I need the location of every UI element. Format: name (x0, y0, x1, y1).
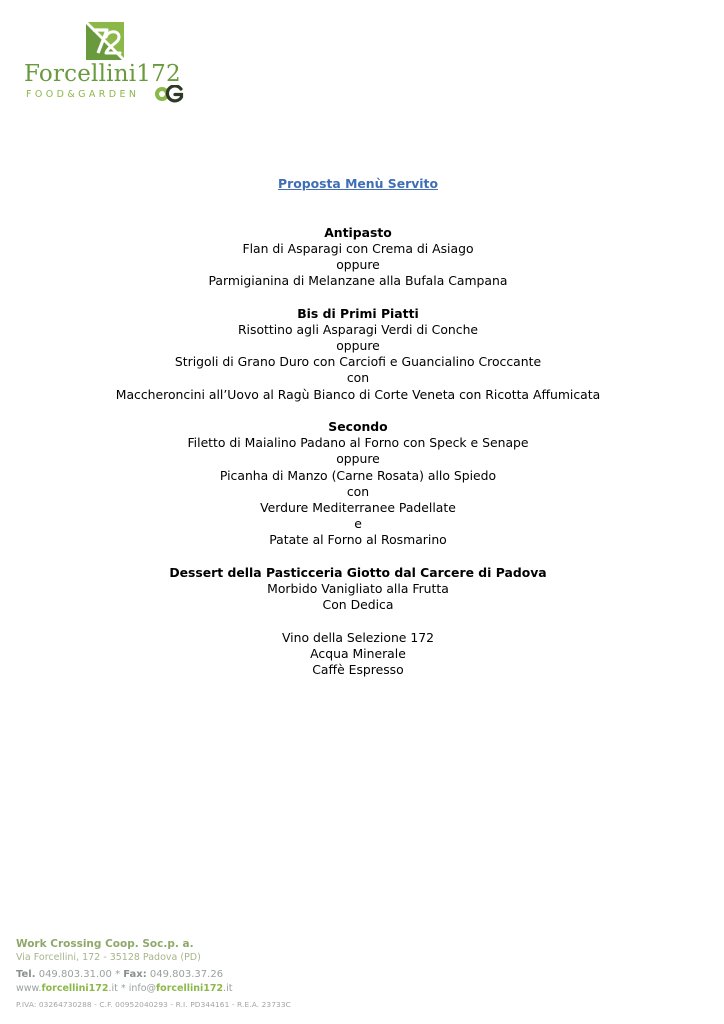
menu-line: Picanha di Manzo (Carne Rosata) allo Spiedo (219, 467, 497, 483)
tel-number: 049.803.31.00 (38, 969, 112, 980)
section-dessert (0, 565, 716, 614)
contact-web-line (16, 982, 416, 995)
separator: * (120, 983, 126, 994)
separator: * (115, 969, 121, 980)
web-prefix: www. (16, 983, 42, 994)
menu-line: con (346, 370, 370, 386)
menu-line: Con Dedica (322, 597, 394, 613)
menu-line: oppure (336, 257, 380, 272)
company-address: Via Forcellini, 172 - 35128 Padova (PD) (16, 952, 201, 963)
web-suffix: .it (108, 983, 118, 994)
company-logo (24, 20, 194, 102)
logo-mark-icon (84, 20, 126, 62)
menu-line: oppure (336, 451, 380, 467)
contact-phone-line (16, 968, 416, 982)
logo-tagline: FOOD&GARDEN (26, 89, 140, 100)
registration-info: P.IVA: 03264730288 - C.F. 00952040293 - R.I. PD344161 - R.E.A. 23733C (16, 1000, 291, 1009)
section-secondo (0, 419, 716, 549)
fax-label: Fax: (123, 969, 147, 980)
menu-line: Morbido Vanigliato alla Frutta (267, 581, 449, 597)
section-antipasto (0, 225, 716, 290)
logo-name: Forcellini172 (24, 61, 181, 87)
section-heading: Secondo (328, 419, 388, 434)
email-link[interactable] (129, 983, 233, 994)
letterhead-footer (16, 937, 416, 1010)
menu-line: Flan di Asparagi con Crema di Asiago (242, 240, 474, 256)
section-primi (0, 306, 716, 403)
menu-title: Proposta Menù Servito (278, 176, 438, 191)
logo-og-badge-icon (154, 85, 184, 103)
email-suffix: .it (223, 983, 233, 994)
web-brand: forcellini172 (41, 983, 109, 994)
menu-line: con (346, 483, 370, 499)
menu-document (0, 176, 716, 694)
menu-line: Maccheroncini all’Uovo al Ragù Bianco di Corte Veneta con Ricotta Affumicata (115, 386, 601, 402)
menu-line: Filetto di Maialino Padano al Forno con Speck e Senape (187, 435, 529, 451)
menu-line: Risottino agli Asparagi Verdi di Conche (237, 321, 479, 337)
menu-line: Patate al Forno al Rosmarino (269, 532, 447, 548)
menu-line: e (354, 516, 362, 532)
menu-line: Verdure Mediterranee Padellate (260, 500, 456, 516)
website-link[interactable] (16, 983, 118, 994)
menu-line: oppure (336, 338, 380, 353)
section-extras (0, 630, 716, 679)
company-name: Work Crossing Coop. Soc.p. a. (16, 938, 194, 950)
menu-line: Vino della Selezione 172 (281, 629, 435, 645)
fax-number: 049.803.37.26 (149, 969, 224, 980)
tel-label: Tel. (16, 969, 36, 980)
menu-line: Parmigianina di Melanzane alla Bufala Campana (208, 273, 508, 289)
section-heading: Dessert della Pasticceria Giotto dal Carcere di Padova (169, 564, 547, 580)
section-heading: Antipasto (324, 224, 392, 240)
menu-line: Caffè Espresso (312, 662, 404, 678)
email-prefix: info@ (128, 983, 157, 994)
menu-line: Strigoli di Grano Duro con Carciofi e Guancialino Croccante (174, 354, 542, 370)
email-brand: forcellini172 (156, 983, 224, 994)
section-heading: Bis di Primi Piatti (297, 305, 419, 321)
menu-line: Acqua Minerale (310, 645, 406, 661)
